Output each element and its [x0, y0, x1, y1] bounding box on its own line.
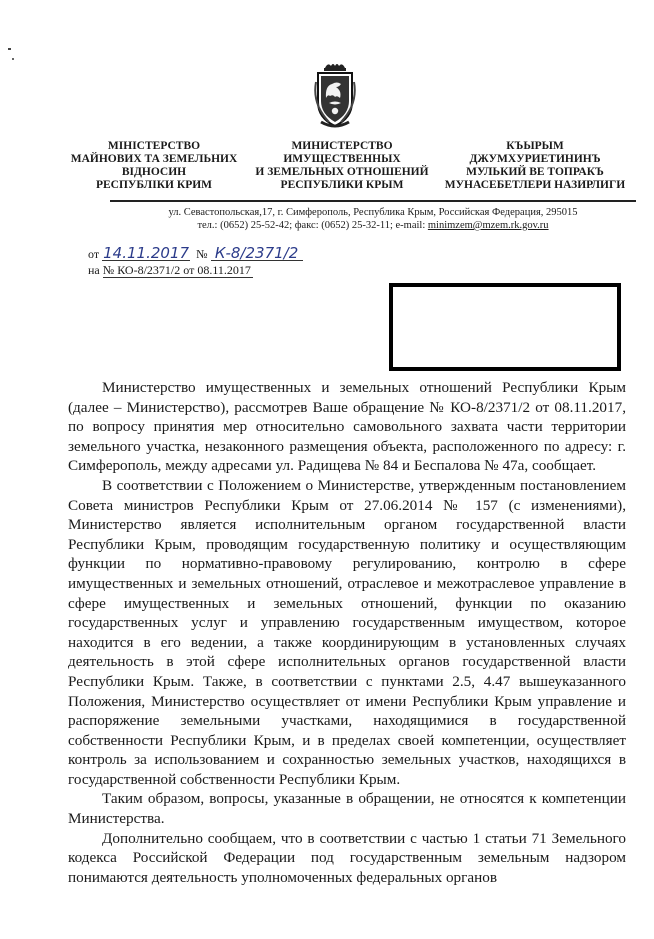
reply-reference: на № КО-8/2371/2 от 08.11.2017 [88, 263, 251, 277]
contacts-line: тел.: (0652) 25-52-42; факс: (0652) 25-32-11; e-mail: minimzem@mzem.rk.gov.ru [197, 220, 549, 231]
email-link[interactable]: minimzem@mzem.rk.gov.ru [427, 220, 549, 231]
letter-body [68, 378, 626, 887]
outgoing-ref: от 14.11.2017 № К-8/2371/2 [88, 246, 303, 261]
crimea-coat-of-arms-icon [311, 62, 359, 130]
outgoing-number: К-8/2371/2 [211, 246, 303, 261]
header-divider [110, 200, 636, 202]
scan-speck [12, 58, 14, 60]
ministry-name-crimean-tatar: КЪЫРЫМ ДЖУМХУРИЕТИНИНЪ МУЛЬКИЙ ВЕ ТОПРАКЪ МУНАСЕБЕТЛЕРИ НАЗИРЛИГИ [444, 140, 626, 191]
ministry-name-russian: МИНИСТЕРСТВО ИМУЩЕСТВЕННЫХ И ЗЕМЕЛЬНЫХ ОТНОШЕНИЙ РЕСПУБЛИКИ КРЫМ [255, 140, 429, 191]
paragraph: Министерство имущественных и земельных отношений Республики Крым (далее – Министерство), рассмотрев Ваше обращение № КО-8/2371/2 от 08.11.2017, по вопросу принятия мер относительно самовольного захвата части территории земельного участка, незаконного размещения объекта, расположенного по адресу: г. Симферополь, между адресами ул. Радищева № 84 и Беспалова № 47а, сообщает. [68, 379, 626, 475]
paragraph: Дополнительно сообщаем, что в соответствии с частью 1 статьи 71 Земельного кодекса Российской Федерации под государственным земельным надзором понимаются деятельность уполномоченных федеральных органов [68, 829, 626, 886]
ministry-name-ukrainian: МІНІСТЕРСТВО МАЙНОВИХ ТА ЗЕМЕЛЬНИХ ВІДНОСИН РЕСПУБЛІКИ КРИМ [70, 140, 238, 191]
scan-speck [8, 48, 11, 50]
paragraph: В соответствии с Положением о Министерстве, утвержденным постановлением Совета министров Республики Крым от 27.06.2014 № 157 (с изменениями), Министерство является исполнительным органом государственной власти Республики Крым, проводящим государственную политику и осуществляющим функции по нормативно-правовому регулированию, контролю в сфере имущественных и земельных отношений, отраслевое и межотраслевое управление в сфере имущественных и земельных отношений, функции по оказанию государственных услуг и управлению государственным имуществом, которое находится в его ведении, а также координирующим в установленных случаях деятельность в этой сфере исполнительных органов государственной власти Республики Крым. Также, в соответствии с пунктами 2.5, 4.47 вышеуказанного Положения, Министерство осуществляет от имени Республики Крым управление и распоряжение земельными участками, находящимися в государственной собственности Республики Крым, и в пределах своей компетенции, осуществляет контроль за использованием и сохранностью земельных участков, находящихся в государственной собственности Республики Крым. [68, 476, 626, 788]
redacted-recipient-block [389, 283, 621, 371]
outgoing-date: 14.11.2017 [103, 244, 190, 262]
address-line: ул. Севастопольская,17, г. Симферополь, Республика Крым, Российская Федерация, 295015 [168, 207, 578, 218]
paragraph: Таким образом, вопросы, указанные в обращении, не относятся к компетенции Министерства. [68, 790, 626, 828]
